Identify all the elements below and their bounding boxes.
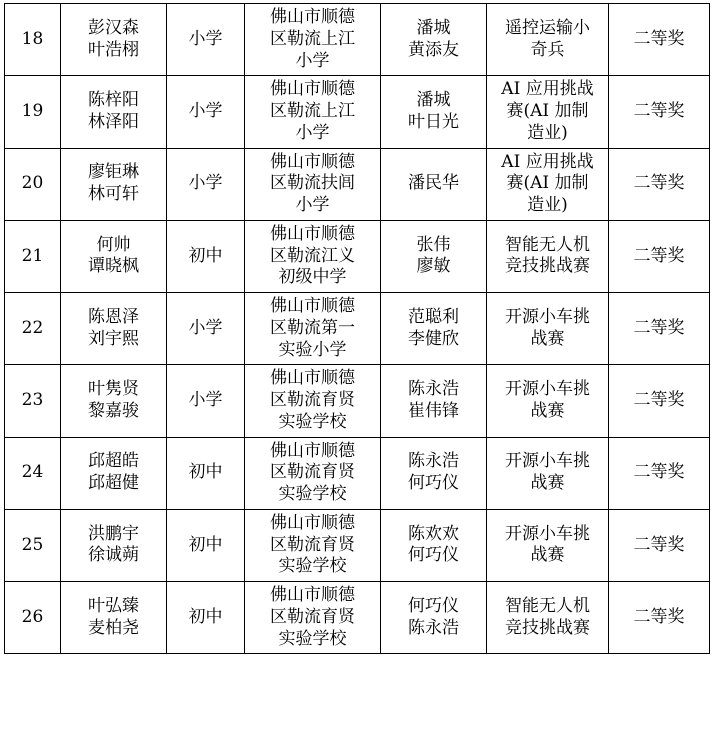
students-cell-line: 刘宇熙 [88,328,139,349]
students-cell-line: 林泽阳 [88,111,139,132]
level-cell: 初中 [167,509,245,581]
school-cell-line: 小学 [295,195,330,215]
coaches-cell-line: 陈永浩 [408,617,459,638]
table-row [5,220,710,292]
students-cell [61,148,167,220]
students-cell-line: 陈梓阳 [88,90,139,111]
project-cell-line: 战赛 [530,545,565,566]
table-row [5,293,710,365]
coaches-cell-line: 何巧仪 [408,473,459,494]
students-cell-line: 叶弘臻 [88,595,139,616]
table-row [5,76,710,148]
coaches-cell-line: 李健欣 [408,328,459,349]
school-cell-line: 佛山市顺德 [270,79,355,100]
students-cell [61,220,167,292]
index-cell: 22 [5,293,61,365]
prize-cell: 二等奖 [609,437,710,509]
table-row [5,437,710,509]
project-cell [487,293,609,365]
school-cell [245,293,381,365]
school-cell-line: 佛山市顺德 [270,7,355,27]
coaches-cell-line: 何巧仪 [408,595,459,616]
coaches-cell-line: 何巧仪 [408,545,459,566]
level-cell: 初中 [167,437,245,509]
coaches-cell [381,582,487,654]
coaches-cell [381,4,487,76]
school-cell-line: 区勒流育贤 [270,606,355,627]
school-cell-line: 实验学校 [278,411,347,432]
school-cell-line: 佛山市顺德 [270,585,355,605]
table-row [5,509,710,581]
students-cell-line: 叶隽贤 [88,379,139,400]
school-cell [245,509,381,581]
prize-cell: 二等奖 [609,76,710,148]
project-cell [487,148,609,220]
school-cell [245,148,381,220]
table-row [5,4,710,76]
project-cell [487,509,609,581]
students-cell [61,365,167,437]
coaches-cell [381,148,487,220]
students-cell-line: 黎嘉骏 [88,400,139,421]
table-row [5,365,710,437]
school-cell [245,437,381,509]
index-cell: 21 [5,220,61,292]
students-cell-line: 麦柏尧 [88,617,139,638]
level-cell: 小学 [167,4,245,76]
project-cell-line: 遥控运输小 [505,17,590,38]
coaches-cell-line: 陈永浩 [408,451,459,472]
project-cell [487,437,609,509]
prize-cell: 二等奖 [609,220,710,292]
school-cell-line: 佛山市顺德 [270,512,355,533]
school-cell-line: 区勒流育贤 [270,390,355,410]
school-cell-line: 佛山市顺德 [270,296,355,316]
coaches-cell [381,437,487,509]
students-cell-line: 陈恩泽 [88,306,139,327]
level-cell: 初中 [167,220,245,292]
prize-cell: 二等奖 [609,509,710,581]
project-cell-line: 战赛 [530,400,565,421]
project-cell-line: 战赛 [530,328,565,349]
index-cell: 25 [5,509,61,581]
coaches-cell-line: 崔伟锋 [408,400,459,421]
school-cell-line: 实验学校 [278,484,347,504]
coaches-cell-line: 叶日光 [408,111,459,132]
school-cell-line: 实验小学 [278,339,347,360]
students-cell-line: 邱超健 [88,473,139,494]
project-cell-line: 造业) [527,195,568,215]
school-cell-line: 佛山市顺德 [270,440,355,461]
students-cell-line: 叶浩栩 [88,39,139,60]
project-cell-line: AI 应用挑战 [501,79,594,100]
school-cell-line: 区勒流上江 [270,28,355,49]
school-cell-line: 佛山市顺德 [270,151,355,172]
students-cell-line: 徐诚蒴 [88,545,139,566]
document-page [0,3,713,747]
coaches-cell-line: 潘城 [416,90,451,111]
project-cell [487,4,609,76]
project-cell-line: 造业) [527,122,568,143]
project-cell-line: 智能无人机 [505,234,590,255]
students-cell-line: 洪鹏宇 [88,523,139,544]
students-cell [61,4,167,76]
project-cell-line: 开源小车挑 [505,306,590,327]
project-cell-line: 开源小车挑 [505,451,590,472]
school-cell-line: 初级中学 [278,267,347,288]
school-cell-line: 佛山市顺德 [270,368,355,389]
project-cell-line: 奇兵 [530,39,565,60]
students-cell-line: 彭汉森 [88,17,139,38]
coaches-cell [381,365,487,437]
project-cell-line: 开源小车挑 [505,523,590,544]
school-cell-line: 区勒流育贤 [270,534,355,555]
school-cell [245,582,381,654]
index-cell: 24 [5,437,61,509]
prize-cell: 二等奖 [609,365,710,437]
project-cell-line: 智能无人机 [505,595,590,616]
coaches-cell-line: 陈永浩 [408,379,459,400]
school-cell [245,365,381,437]
project-cell [487,76,609,148]
prize-cell: 二等奖 [609,148,710,220]
students-cell-line: 何帅 [96,234,131,255]
coaches-cell-line: 黄添友 [408,39,459,60]
index-cell: 20 [5,148,61,220]
school-cell-line: 小学 [295,50,330,71]
prize-cell: 二等奖 [609,4,710,76]
school-cell-line: 区勒流育贤 [270,462,355,483]
school-cell [245,76,381,148]
school-cell-line: 实验学校 [278,556,347,577]
students-cell [61,293,167,365]
coaches-cell [381,76,487,148]
school-cell-line: 区勒流江义 [270,245,355,266]
coaches-cell-line: 潘民华 [408,173,459,194]
coaches-cell-line: 张伟 [416,234,451,255]
school-cell-line: 区勒流第一 [270,317,355,338]
project-cell-line: 竞技挑战赛 [505,256,590,277]
level-cell: 小学 [167,365,245,437]
project-cell-line: 赛(AI 加制 [506,173,589,194]
coaches-cell [381,220,487,292]
project-cell [487,582,609,654]
school-cell-line: 小学 [295,122,330,143]
project-cell [487,365,609,437]
level-cell: 小学 [167,293,245,365]
project-cell-line: AI 应用挑战 [501,151,594,172]
students-cell [61,509,167,581]
coaches-cell [381,293,487,365]
project-cell-line: 竞技挑战赛 [505,617,590,638]
students-cell-line: 廖钜琳 [88,162,139,183]
level-cell: 小学 [167,76,245,148]
students-cell-line: 谭晓枫 [88,256,139,277]
school-cell-line: 区勒流上江 [270,101,355,121]
prize-cell: 二等奖 [609,582,710,654]
students-cell [61,76,167,148]
school-cell [245,220,381,292]
students-cell [61,582,167,654]
table-row [5,148,710,220]
level-cell: 初中 [167,582,245,654]
prize-cell: 二等奖 [609,293,710,365]
students-cell-line: 林可轩 [88,184,139,205]
table-body [5,4,710,654]
school-cell-line: 实验学校 [278,628,347,649]
project-cell-line: 开源小车挑 [505,379,590,400]
coaches-cell-line: 陈欢欢 [408,523,459,544]
coaches-cell [381,509,487,581]
school-cell [245,4,381,76]
index-cell: 23 [5,365,61,437]
students-cell [61,437,167,509]
coaches-cell-line: 廖敏 [416,256,451,277]
award-results-table [4,3,710,654]
coaches-cell-line: 范聪利 [408,306,459,327]
school-cell-line: 区勒流扶闾 [270,173,355,194]
project-cell-line: 战赛 [530,473,565,494]
students-cell-line: 邱超皓 [88,451,139,472]
table-row [5,582,710,654]
coaches-cell-line: 潘城 [416,17,451,38]
index-cell: 26 [5,582,61,654]
level-cell: 小学 [167,148,245,220]
school-cell-line: 佛山市顺德 [270,223,355,244]
project-cell [487,220,609,292]
project-cell-line: 赛(AI 加制 [506,101,589,121]
index-cell: 19 [5,76,61,148]
index-cell: 18 [5,4,61,76]
